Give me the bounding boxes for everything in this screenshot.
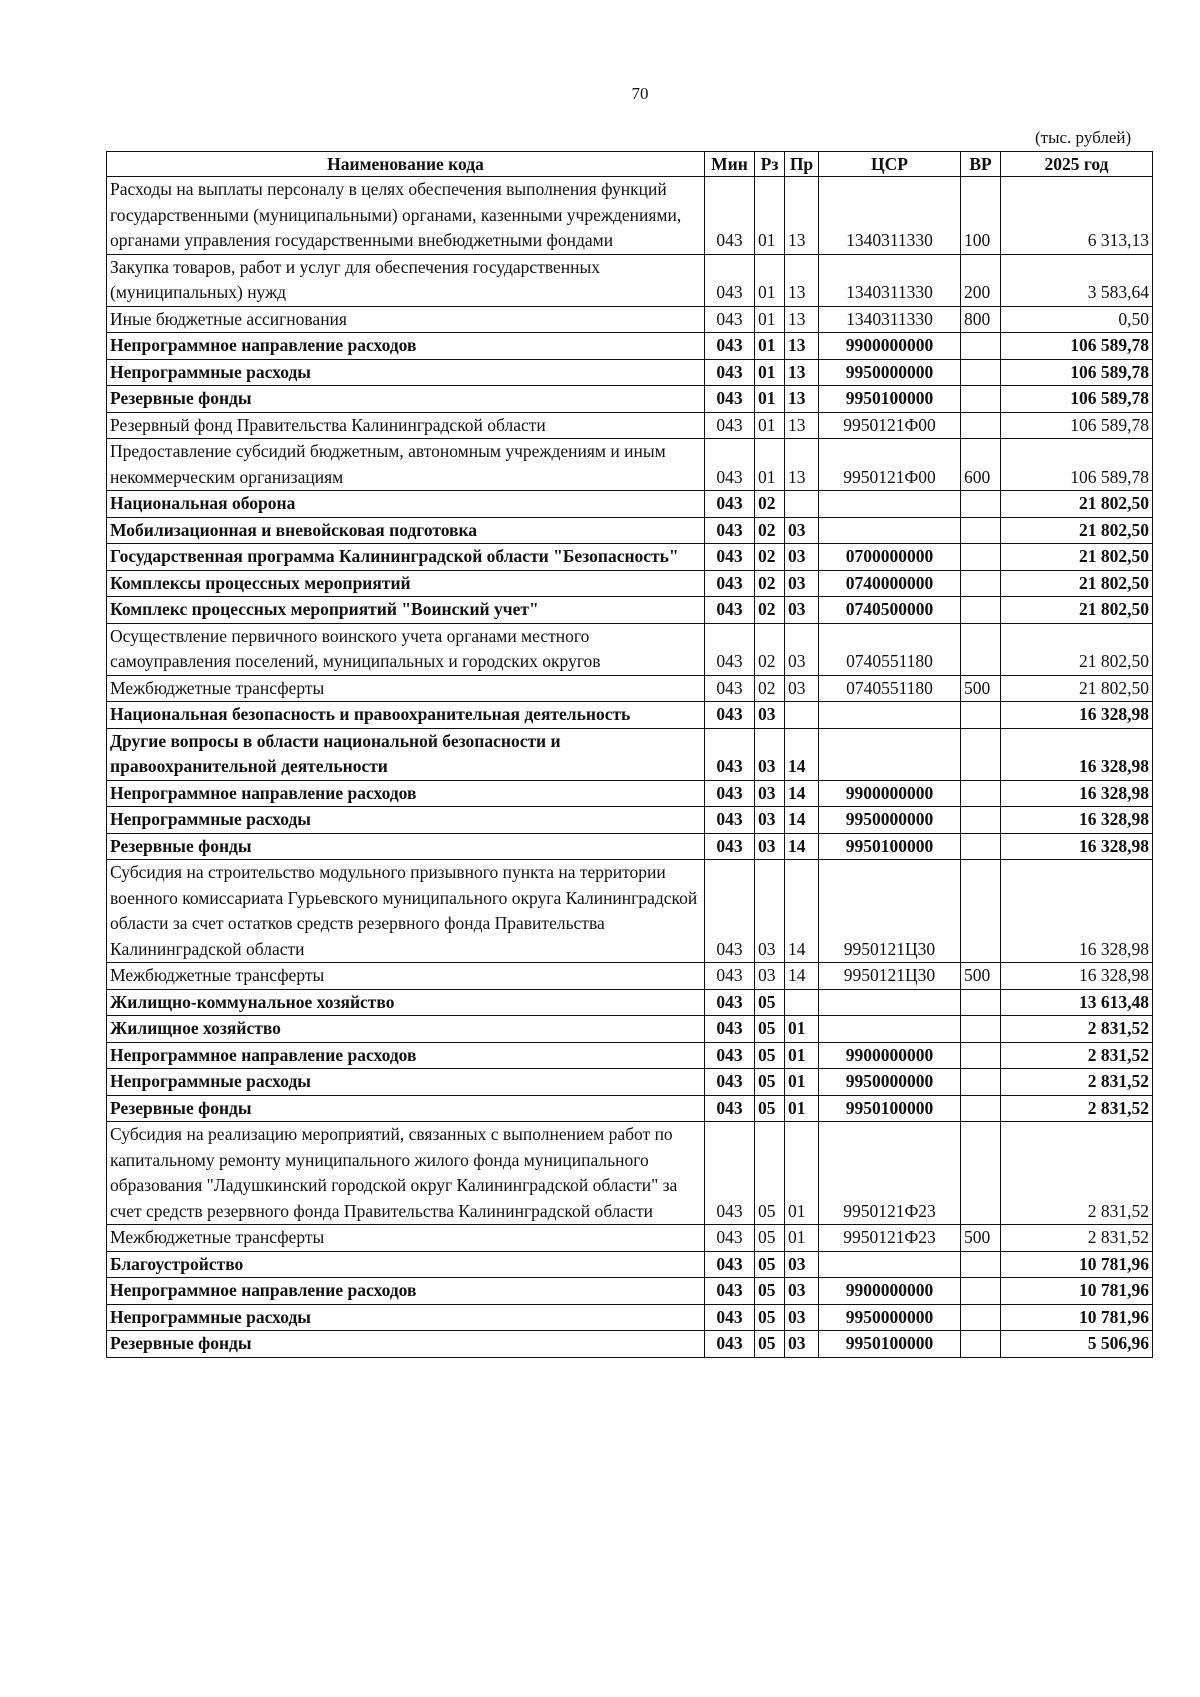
cell-pr: 14 [785,963,819,990]
cell-vr [961,1042,1001,1069]
cell-rz: 02 [755,491,785,518]
table-row [107,1304,1153,1331]
cell-pr: 01 [785,1095,819,1122]
cell-rz: 01 [755,254,785,306]
table-row [107,1016,1153,1043]
table-row [107,177,1153,255]
header-vr: ВР [961,152,1001,177]
cell-sum: 10 781,96 [1001,1278,1153,1305]
cell-csr: 0740500000 [819,597,961,624]
cell-csr: 9950000000 [819,1304,961,1331]
cell-vr [961,359,1001,386]
cell-sum: 21 802,50 [1001,517,1153,544]
cell-vr [961,1278,1001,1305]
cell-name: Предоставление субсидий бюджетным, автономным учреждениям и иным некоммерческим организациям [107,439,705,491]
table-row [107,597,1153,624]
cell-csr: 9950100000 [819,386,961,413]
cell-rz: 05 [755,1069,785,1096]
cell-pr: 01 [785,1069,819,1096]
table-row [107,963,1153,990]
cell-min: 043 [705,675,755,702]
table-row [107,1095,1153,1122]
cell-csr: 1340311330 [819,177,961,255]
cell-name: Резервные фонды [107,386,705,413]
cell-vr [961,1069,1001,1096]
cell-pr [785,702,819,729]
cell-rz: 02 [755,570,785,597]
table-row [107,544,1153,571]
cell-pr: 01 [785,1016,819,1043]
cell-vr: 500 [961,675,1001,702]
cell-name: Осуществление первичного воинского учета органами местного самоуправления поселений, муниципальных и городских округов [107,623,705,675]
cell-csr: 9950121Ц30 [819,860,961,963]
cell-pr: 03 [785,544,819,571]
cell-sum: 0,50 [1001,306,1153,333]
cell-csr: 9950121Ф23 [819,1225,961,1252]
cell-name: Непрограммное направление расходов [107,1278,705,1305]
cell-rz: 02 [755,623,785,675]
cell-csr [819,517,961,544]
cell-csr: 9950100000 [819,1095,961,1122]
cell-csr [819,1251,961,1278]
cell-min: 043 [705,333,755,360]
cell-vr [961,1122,1001,1225]
cell-min: 043 [705,177,755,255]
cell-name: Межбюджетные трансферты [107,963,705,990]
cell-min: 043 [705,780,755,807]
cell-rz: 03 [755,963,785,990]
cell-name: Закупка товаров, работ и услуг для обеспечения государственных (муниципальных) нужд [107,254,705,306]
cell-min: 043 [705,386,755,413]
cell-sum: 21 802,50 [1001,597,1153,624]
cell-min: 043 [705,570,755,597]
cell-pr: 13 [785,177,819,255]
cell-sum: 2 831,52 [1001,1016,1153,1043]
cell-pr: 03 [785,517,819,544]
cell-sum: 16 328,98 [1001,963,1153,990]
cell-csr [819,1016,961,1043]
cell-name: Непрограммное направление расходов [107,1042,705,1069]
cell-pr: 14 [785,860,819,963]
cell-vr [961,1331,1001,1358]
cell-csr: 9950100000 [819,1331,961,1358]
table-row [107,254,1153,306]
cell-rz: 03 [755,833,785,860]
header-name: Наименование кода [107,152,705,177]
header-sum: 2025 год [1001,152,1153,177]
table-row [107,623,1153,675]
cell-pr: 13 [785,439,819,491]
cell-name: Государственная программа Калининградской области "Безопасность" [107,544,705,571]
cell-name: Другие вопросы в области национальной безопасности и правоохранительной деятельности [107,728,705,780]
cell-vr [961,491,1001,518]
table-row [107,491,1153,518]
cell-min: 043 [705,544,755,571]
cell-min: 043 [705,860,755,963]
table-row [107,333,1153,360]
cell-rz: 01 [755,177,785,255]
cell-name: Комплекс процессных мероприятий "Воинский учет" [107,597,705,624]
cell-vr [961,412,1001,439]
cell-min: 043 [705,306,755,333]
cell-vr: 800 [961,306,1001,333]
cell-csr: 0740000000 [819,570,961,597]
cell-csr [819,491,961,518]
cell-min: 043 [705,491,755,518]
cell-csr: 9950121Ц30 [819,963,961,990]
cell-name: Межбюджетные трансферты [107,675,705,702]
cell-min: 043 [705,963,755,990]
cell-sum: 106 589,78 [1001,359,1153,386]
cell-csr: 9900000000 [819,780,961,807]
cell-sum: 16 328,98 [1001,728,1153,780]
cell-vr [961,780,1001,807]
table-row [107,386,1153,413]
table-row [107,570,1153,597]
cell-name: Резервные фонды [107,1095,705,1122]
cell-vr [961,544,1001,571]
units-label: (тыс. рублей) [1035,128,1132,147]
header-rz: Рз [755,152,785,177]
cell-sum: 2 831,52 [1001,1069,1153,1096]
cell-min: 043 [705,1122,755,1225]
cell-name: Резервный фонд Правительства Калининградской области [107,412,705,439]
cell-vr: 100 [961,177,1001,255]
cell-sum: 106 589,78 [1001,386,1153,413]
cell-sum: 2 831,52 [1001,1122,1153,1225]
cell-vr [961,702,1001,729]
cell-csr: 1340311330 [819,306,961,333]
cell-sum: 6 313,13 [1001,177,1153,255]
cell-pr: 03 [785,570,819,597]
cell-name: Национальная безопасность и правоохранительная деятельность [107,702,705,729]
cell-csr: 0700000000 [819,544,961,571]
cell-rz: 05 [755,1042,785,1069]
cell-sum: 2 831,52 [1001,1225,1153,1252]
cell-csr: 9950000000 [819,807,961,834]
cell-vr [961,1095,1001,1122]
cell-sum: 10 781,96 [1001,1251,1153,1278]
cell-rz: 05 [755,1278,785,1305]
cell-sum: 21 802,50 [1001,544,1153,571]
cell-rz: 05 [755,1331,785,1358]
cell-sum: 106 589,78 [1001,439,1153,491]
table-row [107,989,1153,1016]
table-row [107,807,1153,834]
cell-rz: 03 [755,807,785,834]
cell-vr [961,860,1001,963]
cell-vr [961,989,1001,1016]
table-row [107,675,1153,702]
cell-sum: 21 802,50 [1001,570,1153,597]
cell-rz: 05 [755,1016,785,1043]
cell-vr [961,833,1001,860]
cell-pr: 13 [785,254,819,306]
cell-name: Национальная оборона [107,491,705,518]
cell-min: 043 [705,1225,755,1252]
cell-vr [961,623,1001,675]
cell-csr: 9950121Ф00 [819,439,961,491]
cell-min: 043 [705,1278,755,1305]
cell-name: Комплексы процессных мероприятий [107,570,705,597]
cell-csr [819,702,961,729]
cell-pr: 13 [785,333,819,360]
cell-pr: 01 [785,1122,819,1225]
cell-sum: 16 328,98 [1001,860,1153,963]
cell-csr: 9900000000 [819,333,961,360]
table-row [107,1278,1153,1305]
cell-pr: 14 [785,728,819,780]
cell-pr: 03 [785,1304,819,1331]
cell-sum: 3 583,64 [1001,254,1153,306]
cell-name: Непрограммное направление расходов [107,780,705,807]
table-row [107,1042,1153,1069]
cell-rz: 05 [755,1251,785,1278]
cell-rz: 01 [755,359,785,386]
table-row [107,833,1153,860]
cell-min: 043 [705,1016,755,1043]
cell-pr: 03 [785,1331,819,1358]
cell-rz: 02 [755,517,785,544]
cell-min: 043 [705,1069,755,1096]
cell-rz: 01 [755,439,785,491]
table-row [107,1251,1153,1278]
cell-vr [961,1304,1001,1331]
cell-name: Непрограммные расходы [107,1304,705,1331]
cell-pr: 14 [785,780,819,807]
cell-pr: 13 [785,306,819,333]
cell-min: 043 [705,439,755,491]
cell-min: 043 [705,833,755,860]
cell-sum: 16 328,98 [1001,780,1153,807]
table-row [107,517,1153,544]
table-row [107,1122,1153,1225]
cell-min: 043 [705,412,755,439]
cell-name: Субсидия на строительство модульного призывного пункта на территории военного комиссариата Гурьевского муниципального округа Калининградской области за счет остатков средств резервного фонда Правительства Калининградской области [107,860,705,963]
table-body [107,177,1153,1358]
cell-min: 043 [705,989,755,1016]
cell-pr: 01 [785,1225,819,1252]
cell-name: Межбюджетные трансферты [107,1225,705,1252]
table-header-row [107,152,1153,177]
cell-rz: 01 [755,306,785,333]
table-row [107,1331,1153,1358]
cell-rz: 02 [755,597,785,624]
cell-name: Жилищно-коммунальное хозяйство [107,989,705,1016]
cell-min: 043 [705,359,755,386]
table-row [107,359,1153,386]
cell-pr: 03 [785,675,819,702]
header-pr: Пр [785,152,819,177]
header-csr: ЦСР [819,152,961,177]
cell-csr: 9950121Ф00 [819,412,961,439]
cell-csr: 9900000000 [819,1042,961,1069]
cell-min: 043 [705,597,755,624]
cell-min: 043 [705,728,755,780]
cell-pr: 13 [785,359,819,386]
cell-sum: 16 328,98 [1001,807,1153,834]
table-row [107,702,1153,729]
cell-vr [961,386,1001,413]
cell-name: Непрограммные расходы [107,359,705,386]
cell-pr: 03 [785,623,819,675]
cell-min: 043 [705,517,755,544]
cell-rz: 05 [755,1225,785,1252]
cell-sum: 106 589,78 [1001,412,1153,439]
cell-csr: 9950000000 [819,1069,961,1096]
cell-sum: 21 802,50 [1001,491,1153,518]
cell-vr [961,597,1001,624]
cell-pr: 03 [785,1278,819,1305]
cell-vr [961,807,1001,834]
cell-csr [819,728,961,780]
cell-sum: 21 802,50 [1001,675,1153,702]
cell-vr [961,570,1001,597]
cell-rz: 03 [755,780,785,807]
cell-vr [961,1251,1001,1278]
cell-csr: 9950121Ф23 [819,1122,961,1225]
cell-name: Резервные фонды [107,1331,705,1358]
table-row [107,1069,1153,1096]
table-row [107,780,1153,807]
cell-rz: 05 [755,1122,785,1225]
cell-pr: 14 [785,807,819,834]
cell-sum: 2 831,52 [1001,1095,1153,1122]
cell-rz: 01 [755,412,785,439]
cell-vr [961,1016,1001,1043]
cell-csr: 9900000000 [819,1278,961,1305]
cell-sum: 10 781,96 [1001,1304,1153,1331]
cell-min: 043 [705,702,755,729]
cell-rz: 05 [755,1304,785,1331]
table-row [107,860,1153,963]
table-row [107,1225,1153,1252]
cell-rz: 01 [755,386,785,413]
cell-rz: 01 [755,333,785,360]
cell-pr [785,491,819,518]
cell-vr: 500 [961,963,1001,990]
cell-name: Резервные фонды [107,833,705,860]
cell-csr: 9950100000 [819,833,961,860]
cell-sum: 106 589,78 [1001,333,1153,360]
cell-sum: 21 802,50 [1001,623,1153,675]
cell-rz: 02 [755,544,785,571]
cell-vr [961,333,1001,360]
cell-name: Жилищное хозяйство [107,1016,705,1043]
cell-name: Иные бюджетные ассигнования [107,306,705,333]
table-row [107,728,1153,780]
cell-name: Непрограммное направление расходов [107,333,705,360]
cell-sum: 16 328,98 [1001,702,1153,729]
cell-name: Расходы на выплаты персоналу в целях обеспечения выполнения функций государственными (муниципальными) органами, казенными учреждениями, органами управления государственными внебюджетными фондами [107,177,705,255]
cell-vr: 200 [961,254,1001,306]
cell-name: Непрограммные расходы [107,807,705,834]
cell-pr: 03 [785,597,819,624]
cell-min: 043 [705,1331,755,1358]
cell-min: 043 [705,1095,755,1122]
cell-rz: 05 [755,1095,785,1122]
cell-min: 043 [705,623,755,675]
cell-pr: 13 [785,386,819,413]
cell-name: Мобилизационная и вневойсковая подготовка [107,517,705,544]
cell-rz: 03 [755,728,785,780]
page-number: 70 [631,84,649,103]
budget-table [106,151,1153,1358]
cell-csr: 9950000000 [819,359,961,386]
table-row [107,306,1153,333]
cell-vr: 600 [961,439,1001,491]
cell-pr: 03 [785,1251,819,1278]
cell-min: 043 [705,1251,755,1278]
cell-sum: 13 613,48 [1001,989,1153,1016]
cell-sum: 5 506,96 [1001,1331,1153,1358]
cell-name: Непрограммные расходы [107,1069,705,1096]
table-row [107,439,1153,491]
cell-csr: 0740551180 [819,623,961,675]
cell-min: 043 [705,254,755,306]
cell-sum: 16 328,98 [1001,833,1153,860]
cell-min: 043 [705,1042,755,1069]
header-min: Мин [705,152,755,177]
cell-csr [819,989,961,1016]
cell-vr [961,728,1001,780]
cell-csr: 0740551180 [819,675,961,702]
cell-min: 043 [705,1304,755,1331]
cell-rz: 02 [755,675,785,702]
cell-rz: 03 [755,860,785,963]
cell-rz: 03 [755,702,785,729]
cell-vr [961,517,1001,544]
cell-pr: 14 [785,833,819,860]
cell-pr [785,989,819,1016]
cell-sum: 2 831,52 [1001,1042,1153,1069]
cell-name: Субсидия на реализацию мероприятий, связанных с выполнением работ по капитальному ремонту муниципального жилого фонда муниципального образования "Ладушкинский городской округ Калининградской области" за счет средств резервного фонда Правительства Калининградской области [107,1122,705,1225]
cell-rz: 05 [755,989,785,1016]
cell-vr: 500 [961,1225,1001,1252]
cell-csr: 1340311330 [819,254,961,306]
cell-min: 043 [705,807,755,834]
table-row [107,412,1153,439]
cell-pr: 01 [785,1042,819,1069]
cell-pr: 13 [785,412,819,439]
cell-name: Благоустройство [107,1251,705,1278]
